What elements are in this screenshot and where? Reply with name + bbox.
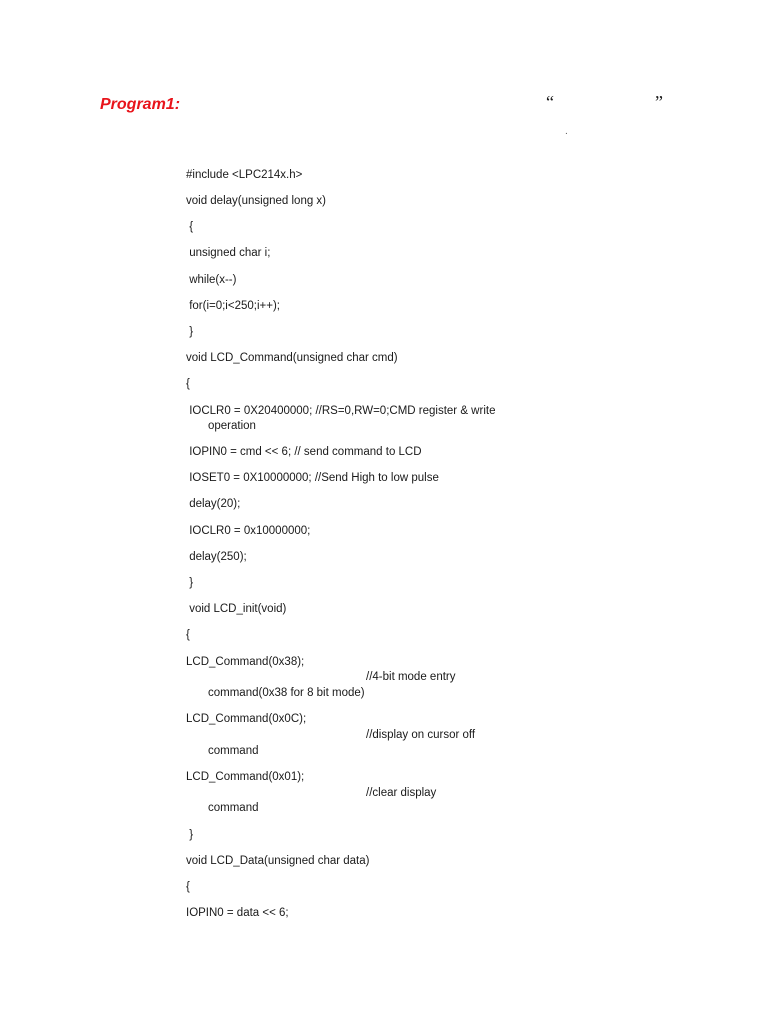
code-line-continuation: command bbox=[208, 802, 259, 814]
code-line: } bbox=[186, 577, 194, 589]
code-line: void delay(unsigned long x) bbox=[186, 195, 327, 207]
code-line: void LCD_Command(unsigned char cmd) bbox=[186, 352, 398, 364]
code-line: void LCD_Data(unsigned char data) bbox=[186, 855, 370, 867]
code-line: } bbox=[186, 829, 194, 841]
code-line: { bbox=[186, 881, 190, 893]
program-heading: Program1: bbox=[100, 96, 181, 113]
code-line: { bbox=[186, 378, 190, 390]
code-line: for(i=0;i<250;i++); bbox=[186, 300, 280, 312]
stray-dot: . bbox=[565, 126, 568, 137]
code-line: while(x--) bbox=[186, 274, 237, 286]
code-line: delay(20); bbox=[186, 498, 241, 510]
code-line-continuation: operation bbox=[208, 420, 256, 432]
open-quote-mark: “ bbox=[546, 92, 554, 112]
code-line-continuation: command bbox=[208, 745, 259, 757]
code-line: LCD_Command(0x0C); bbox=[186, 713, 307, 725]
code-line: #include <LPC214x.h> bbox=[186, 169, 303, 181]
code-comment: //4-bit mode entry bbox=[366, 671, 456, 683]
code-line: LCD_Command(0x01); bbox=[186, 771, 305, 783]
code-line: IOPIN0 = cmd << 6; // send command to LCD bbox=[186, 446, 422, 458]
code-comment: //display on cursor off bbox=[366, 729, 476, 741]
code-line-continuation: command(0x38 for 8 bit mode) bbox=[208, 687, 365, 699]
code-line: unsigned char i; bbox=[186, 247, 271, 259]
code-line: void LCD_init(void) bbox=[186, 603, 287, 615]
code-line: LCD_Command(0x38); bbox=[186, 656, 305, 668]
code-line: IOCLR0 = 0X20400000; //RS=0,RW=0;CMD register & write bbox=[186, 405, 496, 417]
code-line: IOPIN0 = data << 6; bbox=[186, 907, 289, 919]
code-line: } bbox=[186, 326, 194, 338]
code-comment: //clear display bbox=[366, 787, 437, 799]
code-line: { bbox=[186, 629, 190, 641]
code-line: { bbox=[186, 221, 194, 233]
close-quote-mark: ” bbox=[655, 92, 663, 112]
code-line: delay(250); bbox=[186, 551, 247, 563]
code-line: IOCLR0 = 0x10000000; bbox=[186, 525, 311, 537]
code-line: IOSET0 = 0X10000000; //Send High to low pulse bbox=[186, 472, 439, 484]
